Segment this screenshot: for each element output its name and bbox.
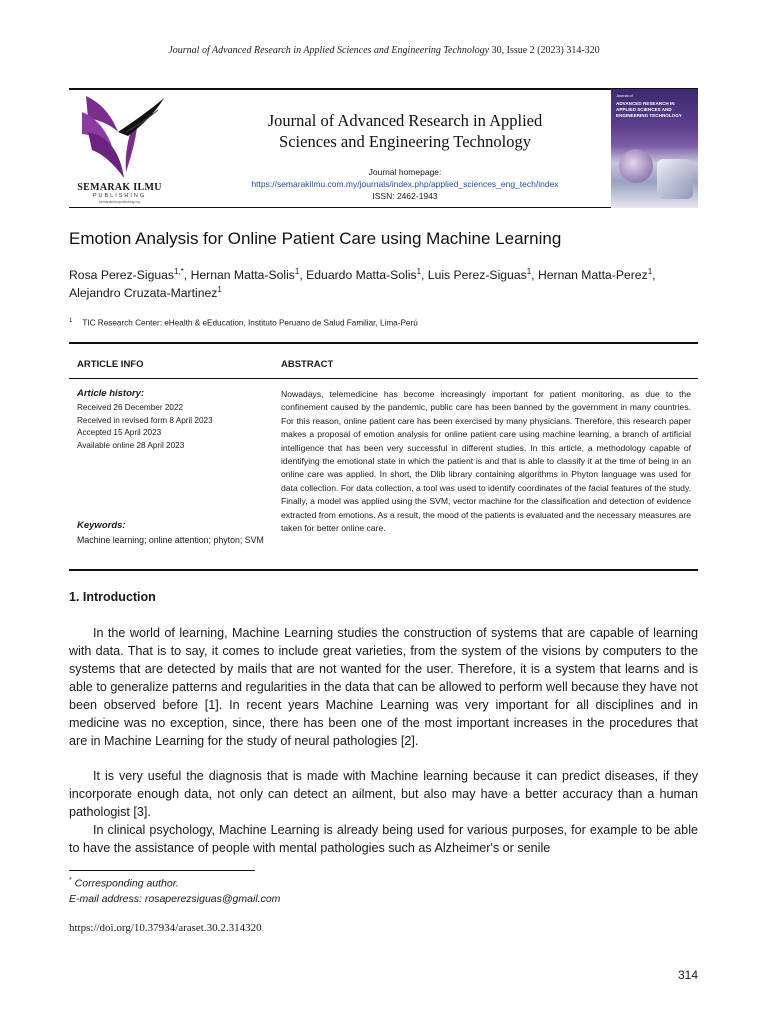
author-name: Rosa Perez-Siguas bbox=[69, 268, 174, 282]
issn: ISSN: 2462-1943 bbox=[372, 191, 438, 201]
author-sep: , bbox=[421, 268, 428, 282]
cover-art-panel bbox=[657, 159, 693, 199]
running-header bbox=[0, 45, 768, 56]
running-header-journal: Journal of Advanced Research in Applied Sciences and Engineering Technology bbox=[168, 45, 490, 56]
abstract-header: ABSTRACT bbox=[281, 359, 334, 370]
history-item: Accepted 15 April 2023 bbox=[77, 428, 162, 437]
history-item: Available online 28 April 2023 bbox=[77, 440, 185, 450]
footnote-corresponding bbox=[69, 877, 179, 890]
body-paragraph: In the world of learning, Machine Learning studies the construction of systems that are capable of learning with data. That is to say, it comes to include great varieties, from the system of the visions by computers to the systems that are detected by mails that are not wanted for the user. Therefore, it is a system that learns and is able to generalize patterns and regularities in the data that can be allowed to perform well because they have not been observed before [1]. In recent years Machine Learning was very important for all disciplines and in medicine was no exception, since, there has been one of the most important increases in the procedures that are in Machine Learning for the study of neural pathologies [2]. bbox=[69, 626, 698, 748]
footnote-mark: * bbox=[69, 877, 72, 884]
affiliation-number: 1 bbox=[69, 318, 73, 324]
cover-line-2: ADVANCED RESEARCH IN bbox=[616, 101, 675, 106]
author-sup: 1 bbox=[416, 266, 422, 276]
cover-line-4: ENGINEERING TECHNOLOGY bbox=[616, 113, 682, 118]
author-sep: , bbox=[652, 268, 656, 282]
homepage-label: Journal homepage: bbox=[368, 167, 442, 177]
history-item: Received in revised form 8 April 2023 bbox=[77, 415, 213, 425]
publisher-logo bbox=[78, 92, 168, 182]
section-heading: 1. Introduction bbox=[69, 590, 156, 604]
author-sup: 1 bbox=[294, 266, 300, 276]
journal-banner-title bbox=[210, 110, 600, 152]
body-paragraph: In clinical psychology, Machine Learning is already being used for various purposes, for example to be able to have the assistance of people with mental pathologies such as Alzheimer's or senile bbox=[69, 823, 698, 855]
affiliation bbox=[69, 318, 418, 328]
page-number: 314 bbox=[677, 968, 698, 982]
author-sep: , bbox=[183, 268, 191, 282]
logo-tagline: semarakilmupublishing.my bbox=[98, 200, 141, 204]
article-title: Emotion Analysis for Online Patient Care using Machine Learning bbox=[69, 229, 562, 248]
keywords: Machine learning; online attention; phyton; SVM bbox=[77, 535, 264, 545]
journal-title-line1: Journal of Advanced Research in Applied bbox=[267, 111, 543, 130]
cover-line-1: Journal of bbox=[616, 94, 633, 98]
info-header-rule bbox=[69, 378, 698, 379]
abstract-text: Nowadays, telemedicine has become increasingly important for patient monitoring, as due to the confinement caused by the pandemic, public care has been banned by the government in many countries. For this reason, online patient care has been exercised by many physicians. Therefore, this research paper makes a proposal of emotion analysis for online patient care using machine learning, a branch of artificial intelligence that has been very successful in different studies. In this article, a methodology capable of identifying the emotional state in which the patient is and that is able to classify it at the time of being in an online care was applied. In short, the Dlib library containing algorithms in Phyton language was used for data collection. For data collection, a tool was used to identify coordinates of the facial features of the study. Finally, a model was applied using the SVM, vector machine for the classification and detection of evidence extracted from emotions. As a result, the mood of the patients is evaluated and the necessary measures are taken for better online care. bbox=[281, 389, 691, 534]
footnote-email[interactable]: E-mail address: rosaperezsiguas@gmail.com bbox=[69, 893, 281, 905]
author-list bbox=[69, 266, 701, 302]
history-heading: Article history: bbox=[77, 388, 145, 399]
author-sup: 1,* bbox=[174, 266, 184, 276]
author-sep: , bbox=[531, 268, 538, 282]
affiliation-text: TIC Research Center: eHealth & eEducation, Instituto Peruano de Salud Familiar, Lima-Perú bbox=[82, 318, 418, 328]
author-sup: 1 bbox=[526, 266, 532, 276]
journal-title-line2: Sciences and Engineering Technology bbox=[279, 132, 531, 151]
footnote-rule bbox=[69, 870, 255, 871]
info-bottom-rule bbox=[69, 569, 698, 571]
running-header-issue: 30, Issue 2 (2023) 314-320 bbox=[489, 45, 600, 56]
logo-name: SEMARAK ILMU bbox=[77, 182, 162, 193]
body-paragraph: It is very useful the diagnosis that is made with Machine learning because it can predict diseases, if they incorporate enough data, not only can detect an ailment, but also may have a better accuracy than a human pathologist [3]. bbox=[69, 769, 698, 819]
author-sep: , bbox=[299, 268, 307, 282]
homepage-link[interactable]: https://semarakilmu.com.my/journals/index.php/applied_sciences_eng_tech/index bbox=[251, 179, 559, 189]
cover-art-circle bbox=[619, 149, 653, 183]
author-name: Hernan Matta-Perez bbox=[537, 268, 648, 282]
author-name: Eduardo Matta-Solis bbox=[306, 268, 417, 282]
banner-bottom-rule bbox=[69, 207, 698, 208]
author-name: Hernan Matta-Solis bbox=[190, 268, 295, 282]
corresponding-author: Corresponding author. bbox=[74, 877, 179, 890]
author-name: Alejandro Cruzata-Martinez bbox=[69, 286, 218, 300]
info-top-rule bbox=[69, 342, 698, 344]
logo-subtitle: PUBLISHING bbox=[92, 193, 147, 199]
author-name: Luis Perez-Siguas bbox=[427, 268, 527, 282]
publisher-logo-icon bbox=[78, 92, 168, 182]
keywords-heading: Keywords: bbox=[77, 520, 126, 531]
article-info-header: ARTICLE INFO bbox=[77, 359, 144, 370]
history-item: Received 26 December 2022 bbox=[77, 403, 184, 412]
journal-cover-image bbox=[611, 89, 698, 208]
cover-line-3: APPLIED SCIENCES AND bbox=[616, 107, 672, 112]
history-list bbox=[77, 402, 213, 452]
banner-top-rule bbox=[69, 88, 698, 90]
journal-homepage-block bbox=[210, 166, 600, 202]
author-sup: 1 bbox=[217, 284, 222, 294]
doi-link[interactable]: https://doi.org/10.37934/araset.30.2.314320 bbox=[69, 922, 262, 934]
author-sup: 1 bbox=[647, 266, 653, 276]
